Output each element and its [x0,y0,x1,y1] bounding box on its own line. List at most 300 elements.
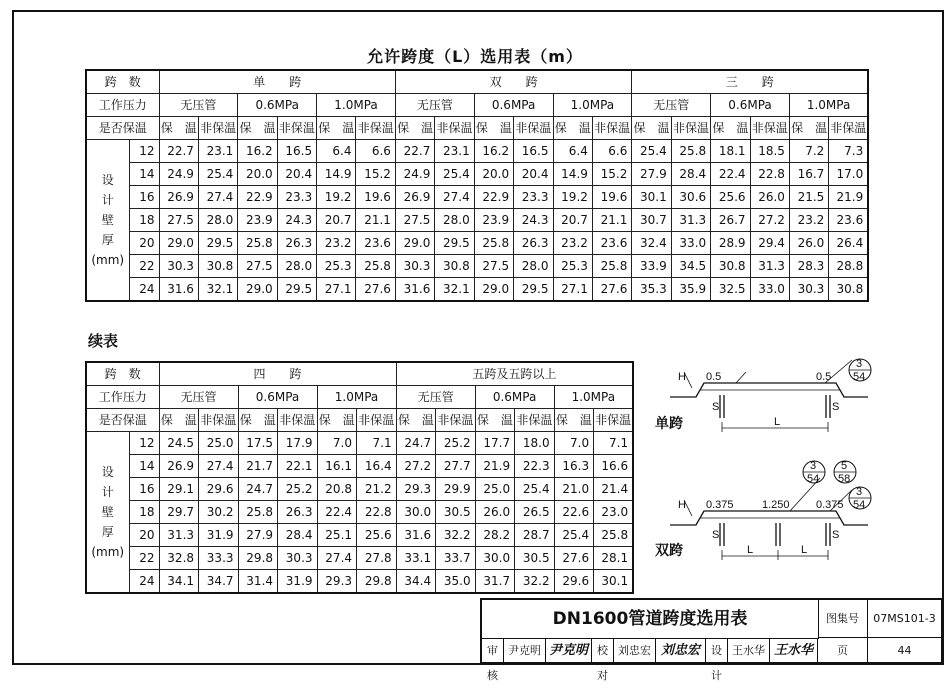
table-row [86,524,633,547]
span-value-cell: 28.7 [515,524,555,547]
span-value-cell: 25.3 [553,255,592,278]
span-value-cell: 26.3 [278,501,318,524]
span-value-cell: 31.6 [396,524,436,547]
thickness-cell: 16 [129,478,159,501]
span-value-cell: 7.2 [789,140,828,163]
span-value-cell: 29.1 [159,478,199,501]
span-value-cell: 29.3 [396,478,436,501]
span-value-cell: 33.0 [671,232,710,255]
thickness-cell: 12 [129,140,159,163]
span-value-cell: 26.5 [515,501,555,524]
span-value-cell: 16.3 [554,455,594,478]
span-value-cell: 24.7 [396,432,436,455]
span-value-cell: 27.4 [317,547,357,570]
span-value-cell: 27.6 [554,547,594,570]
span-value-cell: 28.4 [671,163,710,186]
span-value-cell: 29.0 [474,278,513,302]
checker-name: 刘忠宏 [614,638,656,663]
label-double-span: 双跨 [655,543,683,559]
span-value-cell: 30.1 [632,186,671,209]
continued-label: 续表 [88,332,119,350]
insulated-header: 保 温 [711,117,750,140]
span-value-cell: 25.8 [238,232,277,255]
span-value-cell: 6.4 [317,140,356,163]
span-value-cell: 34.7 [199,570,239,594]
span-value-cell: 23.0 [594,501,634,524]
span-value-cell: 23.6 [829,209,868,232]
span-value-cell: 19.6 [592,186,631,209]
span-value-cell: 28.0 [277,255,316,278]
span-value-cell: 22.9 [474,186,513,209]
span-value-cell: 16.2 [238,140,277,163]
span-value-cell: 22.6 [554,501,594,524]
span-value-cell: 18.0 [515,432,555,455]
span-value-cell: 25.8 [356,255,395,278]
span-value-cell: 20.0 [474,163,513,186]
thickness-cell: 14 [129,163,159,186]
span-value-cell: 16.4 [357,455,397,478]
table-row [86,432,633,455]
span-value-cell: 14.9 [317,163,356,186]
table-row [86,163,868,186]
header-insulation: 是否保温 [86,117,159,140]
span-value-cell: 27.1 [553,278,592,302]
insulated-header: 保 温 [159,117,198,140]
span-value-cell: 19.2 [317,186,356,209]
span-value-cell: 26.7 [711,209,750,232]
span-value-cell: 27.9 [632,163,671,186]
span-value-cell: 29.6 [554,570,594,594]
span-value-cell: 22.3 [515,455,555,478]
checker-signature: 刘忠宏 [656,638,706,663]
dim-s-left: S [712,401,720,413]
drawing-title: DN1600管道跨度选用表 [482,600,819,639]
span-value-cell: 25.2 [436,432,476,455]
span-value-cell: 21.2 [357,478,397,501]
span-value-cell: 6.4 [553,140,592,163]
pressure-row [86,94,868,117]
pressure-1-0mpa: 1.0MPa [789,94,868,117]
wall-thickness-label-part: 壁 [101,213,114,227]
span-value-cell: 23.2 [553,232,592,255]
non-insulated-header: 非保温 [199,409,239,432]
span-value-cell: 18.1 [711,140,750,163]
ref2-top: 3 [810,460,817,472]
non-insulated-header: 非保温 [514,117,553,140]
span-value-cell: 25.8 [592,255,631,278]
span-value-cell: 22.8 [357,501,397,524]
span-value-cell: 33.7 [436,547,476,570]
span-value-cell: 25.8 [238,501,278,524]
insulated-header: 保 温 [554,409,594,432]
span-value-cell: 32.2 [515,570,555,594]
span-value-cell: 20.8 [317,478,357,501]
span-value-cell: 22.7 [395,140,434,163]
table-row [86,255,868,278]
table-row [86,547,633,570]
span-value-cell: 7.0 [317,432,357,455]
span-value-cell: 23.3 [277,186,316,209]
span-value-cell: 29.5 [514,278,553,302]
wall-thickness-label-part: 设 [101,465,114,479]
thickness-cell: 22 [129,547,159,570]
span-value-cell: 29.8 [238,547,278,570]
span-value-cell: 21.4 [594,478,634,501]
dim-s-left-2: S [712,529,720,541]
span-value-cell: 21.9 [829,186,868,209]
wall-thickness-label-part: 计 [101,193,114,207]
insulated-header: 保 温 [395,117,434,140]
span-value-cell: 25.3 [317,255,356,278]
span-value-cell: 25.4 [435,163,474,186]
span-value-cell: 7.0 [554,432,594,455]
thickness-cell: 24 [129,570,159,594]
span-value-cell: 15.2 [356,163,395,186]
span-value-cell: 29.5 [277,278,316,302]
header-five-span: 五跨及五跨以上 [396,362,633,386]
span-value-cell: 25.8 [474,232,513,255]
pressure-1-0mpa: 1.0MPa [553,94,632,117]
span-value-cell: 20.7 [553,209,592,232]
span-value-cell: 24.3 [514,209,553,232]
thickness-cell: 14 [129,455,159,478]
span-value-cell: 22.8 [750,163,789,186]
check-label: 校对 [592,638,614,663]
span-table-main [85,69,869,302]
span-value-cell: 31.6 [159,278,198,302]
thickness-cell: 20 [129,232,159,255]
span-value-cell: 16.1 [317,455,357,478]
span-value-cell: 25.4 [515,478,555,501]
span-value-cell: 30.0 [475,547,515,570]
designer-name: 王水华 [728,638,770,663]
span-value-cell: 28.0 [198,209,237,232]
span-value-cell: 29.0 [238,278,277,302]
span-value-cell: 31.9 [199,524,239,547]
non-insulated-header: 非保温 [436,409,476,432]
insulated-header: 保 温 [632,117,671,140]
span-value-cell: 27.8 [357,547,397,570]
table-row [86,209,868,232]
non-insulated-header: 非保温 [750,117,789,140]
span-value-cell: 29.7 [159,501,199,524]
span-value-cell: 31.3 [750,255,789,278]
insulation-row [86,117,868,140]
span-value-cell: 30.8 [198,255,237,278]
wall-thickness-label-part: (mm) [91,253,125,267]
table-row [86,570,633,594]
pressure-no-pressure: 无压管 [159,386,238,409]
span-value-cell: 21.9 [475,455,515,478]
span-value-cell: 25.1 [317,524,357,547]
insulated-header: 保 温 [317,409,357,432]
span-value-cell: 32.1 [198,278,237,302]
span-value-cell: 31.6 [395,278,434,302]
non-insulated-header: 非保温 [357,409,397,432]
ref1-bottom: 54 [853,371,866,383]
span-value-cell: 25.8 [594,524,634,547]
span-value-cell: 22.7 [159,140,198,163]
non-insulated-header: 非保温 [592,117,631,140]
ref4-top: 3 [856,486,863,498]
span-value-cell: 35.0 [436,570,476,594]
span-value-cell: 7.1 [357,432,397,455]
pressure-row [86,386,633,409]
pressure-1-0mpa: 1.0MPa [317,386,396,409]
span-value-cell: 34.4 [396,570,436,594]
span-value-cell: 27.6 [356,278,395,302]
span-value-cell: 31.3 [159,524,199,547]
span-value-cell: 30.5 [436,501,476,524]
span-value-cell: 28.2 [475,524,515,547]
span-value-cell: 26.0 [475,501,515,524]
span-value-cell: 27.4 [198,186,237,209]
dim-h-single: H [678,371,686,383]
pressure-no-pressure: 无压管 [396,386,475,409]
span-value-cell: 27.4 [199,455,239,478]
title-block [480,598,942,682]
span-value-cell: 29.4 [750,232,789,255]
span-value-cell: 31.3 [671,209,710,232]
span-value-cell: 33.3 [199,547,239,570]
span-value-cell: 28.0 [435,209,474,232]
span-value-cell: 22.4 [711,163,750,186]
insulated-header: 保 温 [317,117,356,140]
dim-l-double-2: L [801,544,808,556]
span-value-cell: 26.4 [829,232,868,255]
dim-1250: 1.250 [762,499,790,511]
span-value-cell: 35.9 [671,278,710,302]
non-insulated-header: 非保温 [515,409,555,432]
wall-thickness-label-part: 设 [101,173,114,187]
span-value-cell: 27.9 [238,524,278,547]
span-value-cell: 33.0 [750,278,789,302]
span-value-cell: 6.6 [356,140,395,163]
thickness-cell: 20 [129,524,159,547]
ref4-bottom: 54 [853,499,866,511]
thickness-cell: 16 [129,186,159,209]
span-value-cell: 35.3 [632,278,671,302]
span-value-cell: 29.5 [198,232,237,255]
span-value-cell: 28.3 [789,255,828,278]
span-value-cell: 26.0 [750,186,789,209]
span-value-cell: 31.7 [475,570,515,594]
span-value-cell: 17.9 [278,432,318,455]
header-quad-span: 四 跨 [159,362,396,386]
span-value-cell: 6.6 [592,140,631,163]
insulation-row [86,409,633,432]
span-value-cell: 23.2 [317,232,356,255]
non-insulated-header: 非保温 [356,117,395,140]
span-value-cell: 30.3 [278,547,318,570]
table-row [86,478,633,501]
span-value-cell: 25.2 [278,478,318,501]
span-value-cell: 7.3 [829,140,868,163]
ref2-bottom: 54 [807,473,820,485]
header-single-span: 单 跨 [159,70,395,94]
designer-signature: 王水华 [770,638,818,663]
span-value-cell: 30.8 [829,278,868,302]
insulated-header: 保 温 [475,409,515,432]
span-value-cell: 32.8 [159,547,199,570]
dim-l-double-1: L [747,544,754,556]
table-row [86,232,868,255]
span-value-cell: 14.9 [553,163,592,186]
header-insulation: 是否保温 [86,409,159,432]
span-value-cell: 25.4 [554,524,594,547]
wall-thickness-label [86,140,129,302]
page-number: 44 [868,638,942,663]
span-value-cell: 29.8 [357,570,397,594]
insulated-header: 保 温 [474,117,513,140]
wall-thickness-label-part: 厚 [101,525,114,539]
table-row [86,455,633,478]
table-row [86,278,868,302]
span-value-cell: 16.7 [789,163,828,186]
non-insulated-header: 非保温 [671,117,710,140]
span-value-cell: 32.1 [435,278,474,302]
span-value-cell: 19.6 [356,186,395,209]
ref1-top: 3 [856,358,863,370]
span-value-cell: 20.0 [238,163,277,186]
span-value-cell: 25.4 [632,140,671,163]
span-value-cell: 30.6 [671,186,710,209]
reviewer-name: 尹克明 [504,638,546,663]
span-table-continued [85,361,634,594]
span-value-cell: 28.4 [278,524,318,547]
dim-h-double: H [678,499,686,511]
span-value-cell: 29.9 [436,478,476,501]
header-double-span: 双 跨 [395,70,631,94]
span-value-cell: 23.6 [592,232,631,255]
span-value-cell: 25.6 [357,524,397,547]
header-triple-span: 三 跨 [632,70,868,94]
span-value-cell: 27.7 [436,455,476,478]
span-value-cell: 28.8 [829,255,868,278]
non-insulated-header: 非保温 [198,117,237,140]
span-value-cell: 27.5 [238,255,277,278]
non-insulated-header: 非保温 [594,409,634,432]
span-value-cell: 23.1 [198,140,237,163]
wall-thickness-label-part: 壁 [101,505,114,519]
span-value-cell: 32.4 [632,232,671,255]
span-value-cell: 27.5 [474,255,513,278]
pressure-0-6mpa: 0.6MPa [238,94,317,117]
span-value-cell: 31.9 [278,570,318,594]
span-value-cell: 7.1 [594,432,634,455]
span-value-cell: 22.9 [238,186,277,209]
span-value-cell: 24.7 [238,478,278,501]
pressure-0-6mpa: 0.6MPa [474,94,553,117]
pressure-no-pressure: 无压管 [632,94,711,117]
design-label: 设计 [706,638,728,663]
thickness-cell: 18 [129,501,159,524]
span-value-cell: 32.2 [436,524,476,547]
ref3-top: 5 [841,460,848,472]
span-value-cell: 17.7 [475,432,515,455]
span-value-cell: 16.5 [277,140,316,163]
span-value-cell: 23.6 [356,232,395,255]
table-title: 允许跨度（L）选用表（m） [367,47,583,66]
span-value-cell: 27.2 [750,209,789,232]
non-insulated-header: 非保温 [829,117,868,140]
thickness-cell: 24 [129,278,159,302]
span-value-cell: 27.4 [435,186,474,209]
span-value-cell: 24.5 [159,432,199,455]
span-value-cell: 23.2 [789,209,828,232]
span-value-cell: 30.5 [515,547,555,570]
span-value-cell: 25.4 [198,163,237,186]
pressure-no-pressure: 无压管 [395,94,474,117]
span-value-cell: 27.5 [159,209,198,232]
span-value-cell: 30.3 [395,255,434,278]
span-value-cell: 29.3 [317,570,357,594]
table-row [86,140,868,163]
span-value-cell: 23.9 [238,209,277,232]
wall-thickness-label [86,432,129,594]
atlas-no: 07MS101-3 [868,600,942,638]
span-value-cell: 23.9 [474,209,513,232]
span-value-cell: 22.4 [317,501,357,524]
span-value-cell: 16.2 [474,140,513,163]
reviewer-signature: 尹克明 [546,638,592,663]
pressure-0-6mpa: 0.6MPa [475,386,554,409]
span-value-cell: 30.7 [632,209,671,232]
header-pressure: 工作压力 [86,386,159,409]
non-insulated-header: 非保温 [277,117,316,140]
span-value-cell: 26.9 [395,186,434,209]
insulated-header: 保 温 [159,409,199,432]
span-value-cell: 21.1 [356,209,395,232]
wall-thickness-label-part: 计 [101,485,114,499]
span-value-cell: 31.4 [238,570,278,594]
dim-05-left: 0.5 [706,371,722,383]
span-value-cell: 29.0 [395,232,434,255]
table-row [86,186,868,209]
table-row [86,501,633,524]
span-value-cell: 30.2 [199,501,239,524]
span-value-cell: 26.0 [789,232,828,255]
span-value-cell: 29.0 [159,232,198,255]
wall-thickness-label-part: (mm) [91,545,125,559]
header-span-count: 跨 数 [86,70,159,94]
non-insulated-header: 非保温 [278,409,318,432]
ref3-bottom: 58 [838,473,851,485]
span-value-cell: 32.5 [711,278,750,302]
span-value-cell: 27.1 [317,278,356,302]
dim-0375-right: 0.375 [816,499,844,511]
span-value-cell: 21.1 [592,209,631,232]
header-pressure: 工作压力 [86,94,159,117]
non-insulated-header: 非保温 [435,117,474,140]
span-value-cell: 26.9 [159,186,198,209]
span-value-cell: 30.3 [159,255,198,278]
atlas-no-label: 图集号 [818,600,868,638]
span-value-cell: 26.9 [159,455,199,478]
dim-l-single: L [774,416,781,428]
insulated-header: 保 温 [238,117,277,140]
dim-s-right: S [832,401,840,413]
span-value-cell: 21.0 [554,478,594,501]
span-value-cell: 25.0 [475,478,515,501]
span-value-cell: 17.0 [829,163,868,186]
span-value-cell: 29.5 [435,232,474,255]
span-value-cell: 22.1 [278,455,318,478]
span-value-cell: 33.9 [632,255,671,278]
span-value-cell: 20.4 [514,163,553,186]
pressure-1-0mpa: 1.0MPa [317,94,396,117]
span-value-cell: 24.9 [159,163,198,186]
